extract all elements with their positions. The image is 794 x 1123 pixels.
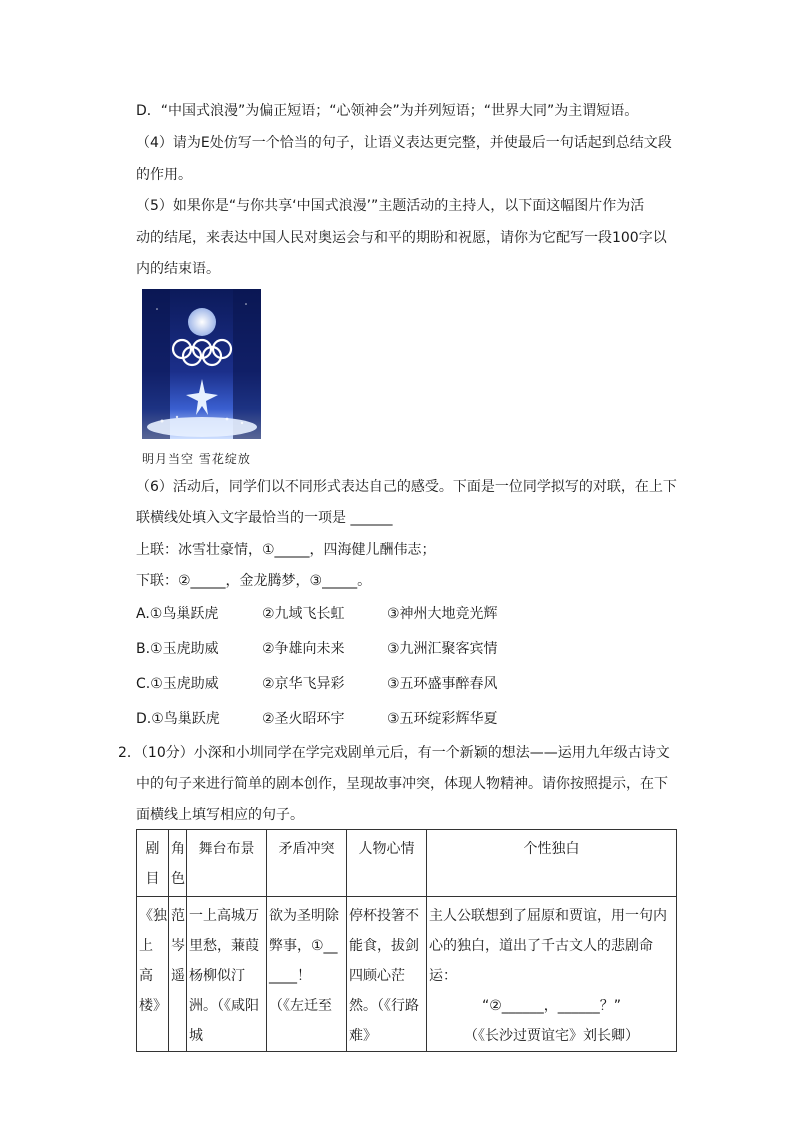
cell-conflict: 欲为圣明除弊事，①______！（《左迁至 (267, 897, 347, 1052)
q6-line-2: 联横线处填入文字最恰当的一项是 ______ (136, 510, 393, 526)
script-table (136, 829, 677, 1052)
table-header-row (137, 830, 677, 897)
q2-line-3: 面横线上填写相应的句子。 (136, 807, 304, 823)
option-c-2: ②京华飞异彩 (262, 676, 345, 692)
option-d-2: ②圣火昭环宇 (262, 711, 345, 727)
option-b-3: ③九洲汇聚客宾情 (387, 641, 498, 657)
cell-role: 范岑遥 (169, 897, 187, 1052)
cell-stage: 一上高城万里愁，蒹葭杨柳似汀洲。（《咸阳城 (187, 897, 267, 1052)
option-c-1: C.①玉虎助威 (136, 676, 219, 692)
option-d-1: D.①鸟巢跃虎 (136, 711, 220, 727)
q6-line-1: （6）活动后，同学们以不同形式表达自己的感受。下面是一位同学拟写的对联，在上下 (136, 479, 677, 495)
cell-play: 《独上高楼》 (137, 897, 169, 1052)
header-mood: 人物心情 (347, 830, 427, 897)
q4-line-1: （4）请为E处仿写一个恰当的句子，让语义表达更完整，并使最后一句话起到总结文段 (136, 135, 672, 151)
q2-line-1: 2．（10分）小深和小圳同学在学完戏剧单元后，有一个新颖的想法——运用九年级古诗文 (118, 745, 670, 761)
header-monologue: 个性独白 (427, 830, 677, 897)
cell-mood: 停杯投箸不能食，拔剑四顾心茫然。（《行路难》 (347, 897, 427, 1052)
option-d-3: ③五环绽彩辉华夏 (387, 711, 498, 727)
couplet-lower: 下联：②_____，金龙腾梦，③_____。 (136, 573, 372, 589)
olympic-ceremony-photo (142, 289, 261, 439)
option-c-3: ③五环盛事醉春风 (387, 676, 498, 692)
header-play: 剧目 (137, 830, 169, 897)
header-stage: 舞台布景 (187, 830, 267, 897)
header-role: 角色 (169, 830, 187, 897)
monologue-blank: “②______，______？” (481, 998, 622, 1014)
table-row (137, 897, 677, 1052)
cell-monologue (427, 897, 677, 1052)
q2-line-2: 中的句子来进行简单的剧本创作，呈现故事冲突，体现人物精神。请你按照提示，在下 (136, 776, 668, 792)
q5-line-3: 内的结束语。 (136, 261, 220, 277)
monologue-source: （《长沙过贾谊宅》刘长卿） (464, 1028, 639, 1044)
couplet-upper: 上联：冰雪壮豪情，①_____，四海健儿酬伟志； (136, 542, 436, 558)
monologue-intro: 主人公联想到了屈原和贾谊，用一句内心的独白，道出了千古文人的悲剧命运： (429, 908, 667, 984)
q5-line-2: 动的结尾，来表达中国人民对奥运会与和平的期盼和祝愿，请你为它配写一段100字以 (136, 230, 667, 246)
option-a-2: ②九域飞长虹 (262, 606, 345, 622)
option-b-1: B.①玉虎助威 (136, 641, 219, 657)
q5-line-1: （5）如果你是“与你共享‘中国式浪漫’”主题活动的主持人，以下面这幅图片作为活 (136, 198, 645, 214)
option-b-2: ②争雄向未来 (262, 641, 345, 657)
option-a-3: ③神州大地竞光辉 (387, 606, 498, 622)
photo-caption: 明月当空 雪花绽放 (142, 452, 251, 466)
option-a-1: A.①鸟巢跃虎 (136, 606, 219, 622)
q4-line-2: 的作用。 (136, 167, 192, 183)
option-d-line: D．“中国式浪漫”为偏正短语；“心领神会”为并列短语；“世界大同”为主谓短语。 (136, 103, 639, 119)
header-conflict: 矛盾冲突 (267, 830, 347, 897)
